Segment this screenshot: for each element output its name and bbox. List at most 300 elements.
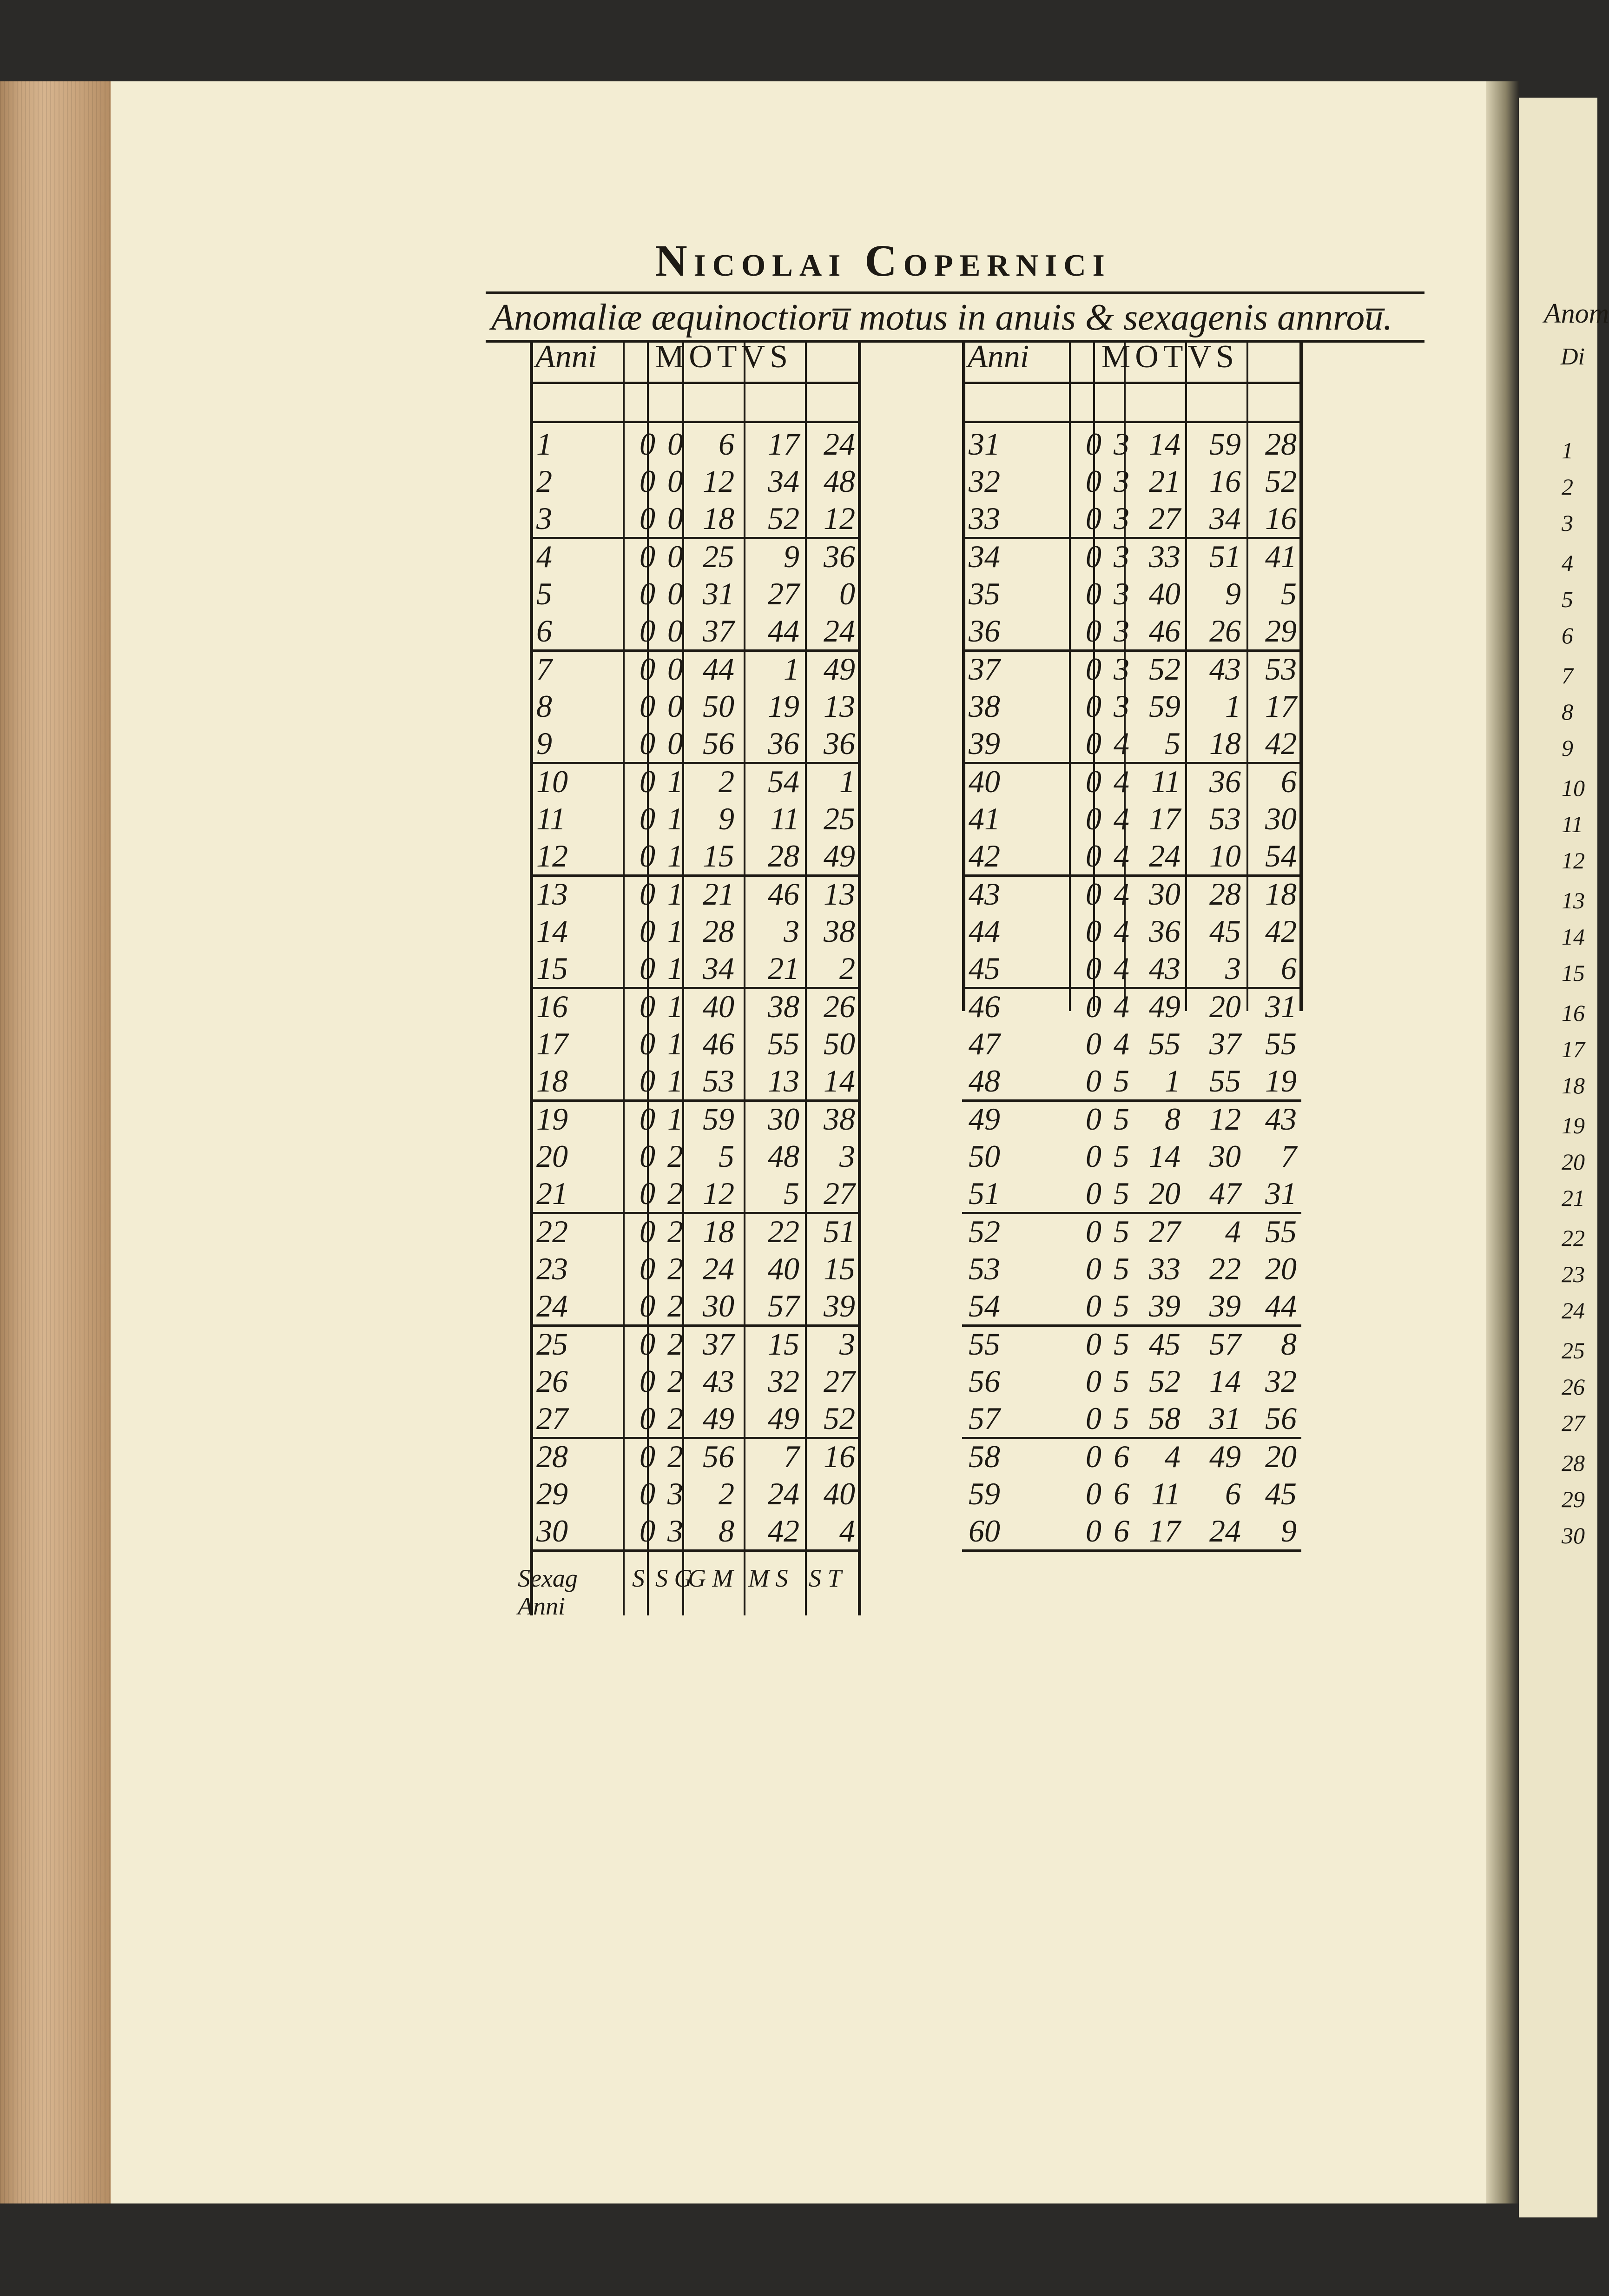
motus-cell: 0 [640, 1176, 655, 1211]
year-cell: 32 [969, 463, 1000, 499]
motus-cell: 2 [719, 764, 734, 799]
handwritten-footer-label: S G [655, 1564, 692, 1592]
facing-page-row-number: 7 [1562, 662, 1573, 688]
year-cell: 6 [536, 613, 552, 648]
motus-cell: 0 [1086, 1214, 1101, 1249]
motus-cell: 55 [768, 1026, 799, 1061]
motus-cell: 21 [768, 951, 799, 986]
motus-cell: 3 [1114, 539, 1129, 574]
motus-cell: 55 [1149, 1026, 1180, 1061]
motus-cell: 30 [703, 1288, 734, 1323]
motus-cell: 3 [839, 1138, 855, 1174]
motus-cell: 3 [1114, 426, 1129, 462]
motus-cell: 0 [640, 951, 655, 986]
motus-cell: 53 [1265, 651, 1297, 687]
motus-cell: 16 [1209, 463, 1241, 499]
motus-cell: 49 [824, 651, 855, 687]
motus-cell: 22 [1209, 1251, 1241, 1286]
motus-cell: 17 [1265, 688, 1297, 724]
year-cell: 39 [969, 726, 1000, 761]
motus-cell: 9 [719, 801, 734, 836]
motus-cell: 41 [1265, 539, 1297, 574]
facing-page-row-number: 5 [1562, 586, 1573, 612]
motus-cell: 54 [1265, 838, 1297, 873]
motus-cell: 13 [824, 688, 855, 724]
column-header-anni: Anni [968, 339, 1029, 375]
motus-cell: 5 [1281, 576, 1297, 611]
year-cell: 38 [969, 688, 1000, 724]
motus-cell: 43 [1149, 951, 1180, 986]
motus-cell: 1 [667, 764, 683, 799]
motus-cell: 0 [1086, 989, 1101, 1024]
year-cell: 4 [536, 539, 552, 574]
motus-cell: 14 [1149, 426, 1180, 462]
motus-cell: 2 [667, 1326, 683, 1362]
motus-cell: 1 [667, 951, 683, 986]
year-cell: 40 [969, 764, 1000, 799]
motus-cell: 59 [703, 1101, 734, 1137]
year-cell: 35 [969, 576, 1000, 611]
facing-page-row-number: 17 [1562, 1036, 1585, 1062]
motus-cell: 43 [1265, 1101, 1297, 1137]
facing-page-row-number: 2 [1562, 474, 1573, 500]
motus-cell: 18 [703, 1214, 734, 1249]
facing-page-row-number: 30 [1562, 1522, 1585, 1548]
motus-cell: 44 [768, 613, 799, 648]
year-cell: 48 [969, 1063, 1000, 1098]
motus-cell: 17 [768, 426, 799, 462]
table-title: Anomaliæ æquinoctioru̅ motus in anuis & sexagenis annrou̅. [486, 291, 1424, 343]
motus-cell: 40 [768, 1251, 799, 1286]
motus-cell: 8 [719, 1513, 734, 1548]
motus-cell: 58 [1149, 1401, 1180, 1436]
facing-page-row-number: 21 [1562, 1185, 1585, 1211]
motus-cell: 0 [640, 764, 655, 799]
motus-cell: 44 [703, 651, 734, 687]
motus-cell: 4 [1114, 764, 1129, 799]
year-cell: 7 [536, 651, 552, 687]
motus-cell: 36 [1209, 764, 1241, 799]
motus-cell: 2 [839, 951, 855, 986]
motus-cell: 40 [824, 1476, 855, 1511]
motus-cell: 19 [768, 688, 799, 724]
motus-cell: 0 [640, 463, 655, 499]
motus-cell: 25 [824, 801, 855, 836]
motus-cell: 22 [768, 1214, 799, 1249]
subheader-rule [530, 421, 860, 423]
motus-cell: 0 [640, 426, 655, 462]
motus-cell: 1 [667, 801, 683, 836]
motus-cell: 44 [1265, 1288, 1297, 1323]
motus-cell: 31 [1209, 1401, 1241, 1436]
year-cell: 29 [536, 1476, 568, 1511]
motus-cell: 0 [839, 576, 855, 611]
motus-cell: 48 [768, 1138, 799, 1174]
year-cell: 11 [536, 801, 566, 836]
motus-cell: 0 [640, 1138, 655, 1174]
motus-cell: 0 [1086, 1063, 1101, 1098]
motus-cell: 31 [1265, 989, 1297, 1024]
motus-cell: 1 [667, 1101, 683, 1137]
motus-cell: 2 [667, 1251, 683, 1286]
motus-cell: 55 [1209, 1063, 1241, 1098]
motus-cell: 2 [667, 1214, 683, 1249]
facing-page-row-number: 6 [1562, 622, 1573, 648]
year-cell: 2 [536, 463, 552, 499]
motus-cell: 21 [1149, 463, 1180, 499]
motus-cell: 0 [1086, 838, 1101, 873]
year-cell: 26 [536, 1363, 568, 1399]
year-cell: 44 [969, 913, 1000, 949]
motus-cell: 0 [640, 1288, 655, 1323]
year-cell: 20 [536, 1138, 568, 1174]
motus-cell: 31 [1265, 1176, 1297, 1211]
motus-cell: 0 [667, 726, 683, 761]
motus-cell: 37 [703, 1326, 734, 1362]
motus-cell: 8 [1281, 1326, 1297, 1362]
motus-cell: 3 [1225, 951, 1241, 986]
motus-cell: 0 [1086, 876, 1101, 912]
year-cell: 23 [536, 1251, 568, 1286]
handwritten-footer-label: M S [748, 1564, 788, 1592]
year-cell: 55 [969, 1326, 1000, 1362]
year-cell: 25 [536, 1326, 568, 1362]
motus-cell: 7 [1281, 1138, 1297, 1174]
motus-cell: 19 [1265, 1063, 1297, 1098]
motus-cell: 0 [640, 1363, 655, 1399]
motus-cell: 38 [824, 913, 855, 949]
motus-cell: 20 [1209, 989, 1241, 1024]
motus-cell: 15 [768, 1326, 799, 1362]
facing-page-row-number: 22 [1562, 1225, 1585, 1251]
motus-cell: 0 [1086, 913, 1101, 949]
motus-cell: 0 [1086, 764, 1101, 799]
motus-cell: 0 [1086, 539, 1101, 574]
left-table [518, 339, 855, 1620]
facing-page-row-number: 19 [1562, 1112, 1585, 1138]
motus-cell: 4 [1114, 913, 1129, 949]
motus-cell: 5 [1114, 1401, 1129, 1436]
facing-page-row-number: 16 [1562, 1000, 1585, 1026]
motus-cell: 2 [667, 1363, 683, 1399]
motus-cell: 9 [1225, 576, 1241, 611]
motus-cell: 1 [667, 876, 683, 912]
motus-cell: 0 [640, 726, 655, 761]
facing-page-row-number: 9 [1562, 735, 1573, 761]
handwritten-footer-label: S [632, 1564, 645, 1592]
motus-cell: 5 [1114, 1251, 1129, 1286]
motus-cell: 14 [824, 1063, 855, 1098]
year-cell: 46 [969, 989, 1000, 1024]
facing-page-row-number: 1 [1562, 437, 1573, 463]
motus-cell: 11 [770, 801, 799, 836]
motus-cell: 52 [768, 501, 799, 536]
motus-cell: 4 [1114, 801, 1129, 836]
motus-cell: 0 [640, 1063, 655, 1098]
motus-cell: 3 [667, 1513, 683, 1548]
year-cell: 53 [969, 1251, 1000, 1286]
motus-cell: 2 [667, 1288, 683, 1323]
book-gutter [1486, 81, 1519, 2203]
year-cell: 1 [536, 426, 552, 462]
motus-cell: 49 [1209, 1439, 1241, 1474]
motus-cell: 36 [824, 539, 855, 574]
column-header-motus: MOTVS [1101, 339, 1239, 375]
motus-cell: 6 [719, 426, 734, 462]
motus-cell: 0 [667, 426, 683, 462]
motus-cell: 1 [667, 1026, 683, 1061]
motus-cell: 56 [703, 1439, 734, 1474]
year-cell: 14 [536, 913, 568, 949]
motus-cell: 16 [824, 1439, 855, 1474]
motus-cell: 12 [703, 463, 734, 499]
motus-cell: 0 [1086, 463, 1101, 499]
year-cell: 45 [969, 951, 1000, 986]
motus-cell: 2 [667, 1401, 683, 1436]
year-cell: 59 [969, 1476, 1000, 1511]
motus-cell: 1 [667, 913, 683, 949]
facing-page-row-number: 23 [1562, 1261, 1585, 1287]
motus-cell: 3 [1114, 463, 1129, 499]
motus-cell: 0 [640, 613, 655, 648]
motus-cell: 0 [1086, 726, 1101, 761]
motus-cell: 0 [640, 1326, 655, 1362]
motus-cell: 0 [1086, 1026, 1101, 1061]
motus-cell: 1 [1225, 688, 1241, 724]
motus-cell: 59 [1209, 426, 1241, 462]
motus-cell: 49 [1149, 989, 1180, 1024]
motus-cell: 46 [1149, 613, 1180, 648]
motus-cell: 0 [640, 913, 655, 949]
year-cell: 18 [536, 1063, 568, 1098]
motus-cell: 11 [1151, 1476, 1180, 1511]
motus-cell: 28 [1209, 876, 1241, 912]
facing-page-row-number: 26 [1562, 1374, 1585, 1400]
year-cell: 37 [969, 651, 1000, 687]
motus-cell: 4 [1114, 1026, 1129, 1061]
motus-cell: 0 [1086, 951, 1101, 986]
motus-cell: 9 [784, 539, 799, 574]
motus-cell: 11 [1151, 764, 1180, 799]
motus-cell: 37 [703, 613, 734, 648]
motus-cell: 0 [1086, 576, 1101, 611]
motus-cell: 0 [1086, 613, 1101, 648]
motus-cell: 52 [824, 1401, 855, 1436]
year-cell: 17 [536, 1026, 568, 1061]
motus-cell: 34 [768, 463, 799, 499]
year-cell: 21 [536, 1176, 568, 1211]
year-cell: 5 [536, 576, 552, 611]
facing-page-title-fragment: Anom [1544, 298, 1609, 329]
motus-cell: 28 [703, 913, 734, 949]
motus-cell: 6 [1114, 1476, 1129, 1511]
motus-cell: 31 [703, 576, 734, 611]
motus-cell: 39 [824, 1288, 855, 1323]
motus-cell: 0 [667, 576, 683, 611]
facing-page-header-fragment: Di [1561, 344, 1585, 370]
motus-cell: 0 [1086, 1363, 1101, 1399]
motus-cell: 34 [1209, 501, 1241, 536]
year-cell: 60 [969, 1513, 1000, 1548]
year-cell: 33 [969, 501, 1000, 536]
motus-cell: 8 [1165, 1101, 1180, 1137]
facing-page-row-number: 18 [1562, 1072, 1585, 1098]
motus-cell: 1 [839, 764, 855, 799]
facing-page-row-number: 3 [1562, 510, 1573, 536]
motus-cell: 0 [640, 1214, 655, 1249]
motus-cell: 15 [824, 1251, 855, 1286]
motus-cell: 2 [667, 1439, 683, 1474]
motus-cell: 30 [1209, 1138, 1241, 1174]
motus-cell: 24 [1209, 1513, 1241, 1548]
motus-cell: 3 [1114, 688, 1129, 724]
motus-cell: 25 [703, 539, 734, 574]
motus-cell: 27 [768, 576, 799, 611]
motus-cell: 24 [703, 1251, 734, 1286]
motus-cell: 18 [1209, 726, 1241, 761]
motus-cell: 47 [1209, 1176, 1241, 1211]
motus-cell: 3 [1114, 613, 1129, 648]
year-cell: 43 [969, 876, 1000, 912]
motus-cell: 4 [1165, 1439, 1180, 1474]
motus-cell: 39 [1209, 1288, 1241, 1323]
motus-cell: 0 [640, 1101, 655, 1137]
running-head: Nicolai Copernici [655, 236, 1111, 285]
motus-cell: 1 [667, 989, 683, 1024]
motus-cell: 53 [1209, 801, 1241, 836]
motus-cell: 2 [667, 1138, 683, 1174]
facing-page-row-number: 25 [1562, 1337, 1585, 1363]
motus-cell: 0 [640, 688, 655, 724]
motus-cell: 0 [1086, 1326, 1101, 1362]
motus-cell: 14 [1209, 1363, 1241, 1399]
motus-cell: 32 [768, 1363, 799, 1399]
motus-cell: 0 [640, 501, 655, 536]
motus-cell: 3 [667, 1476, 683, 1511]
motus-cell: 17 [1149, 1513, 1180, 1548]
motus-cell: 27 [1149, 1214, 1180, 1249]
year-cell: 57 [969, 1401, 1000, 1436]
motus-cell: 0 [640, 989, 655, 1024]
header-rule [530, 382, 860, 384]
column-header-motus: MOTVS [655, 339, 793, 375]
facing-page-row-number: 8 [1562, 699, 1573, 725]
motus-cell: 37 [1209, 1026, 1241, 1061]
year-cell: 31 [969, 426, 1000, 462]
facing-page-row-number: 24 [1562, 1297, 1585, 1323]
motus-cell: 6 [1281, 951, 1297, 986]
facing-page-row-number: 15 [1562, 960, 1585, 986]
motus-cell: 5 [1114, 1063, 1129, 1098]
motus-cell: 46 [768, 876, 799, 912]
motus-cell: 49 [703, 1401, 734, 1436]
motus-cell: 55 [1265, 1214, 1297, 1249]
motus-cell: 16 [1265, 501, 1297, 536]
motus-cell: 0 [1086, 1476, 1101, 1511]
motus-cell: 51 [824, 1214, 855, 1249]
year-cell: 41 [969, 801, 1000, 836]
motus-cell: 4 [1114, 989, 1129, 1024]
motus-cell: 24 [824, 426, 855, 462]
motus-cell: 3 [1114, 651, 1129, 687]
motus-cell: 30 [1149, 876, 1180, 912]
right-table [962, 339, 1297, 1615]
motus-cell: 24 [768, 1476, 799, 1511]
motus-cell: 5 [1114, 1288, 1129, 1323]
motus-cell: 24 [824, 613, 855, 648]
motus-cell: 48 [824, 463, 855, 499]
motus-cell: 4 [1114, 838, 1129, 873]
motus-cell: 27 [824, 1363, 855, 1399]
year-cell: 19 [536, 1101, 568, 1137]
motus-cell: 20 [1265, 1439, 1297, 1474]
motus-cell: 4 [1114, 876, 1129, 912]
motus-cell: 33 [1149, 1251, 1180, 1286]
motus-cell: 42 [768, 1513, 799, 1548]
motus-cell: 38 [768, 989, 799, 1024]
motus-cell: 52 [1149, 651, 1180, 687]
motus-cell: 39 [1149, 1288, 1180, 1323]
motus-cell: 14 [1149, 1138, 1180, 1174]
motus-cell: 9 [1281, 1513, 1297, 1548]
motus-cell: 0 [1086, 651, 1101, 687]
motus-cell: 3 [784, 913, 799, 949]
year-cell: 36 [969, 613, 1000, 648]
year-cell: 12 [536, 838, 568, 873]
year-cell: 34 [969, 539, 1000, 574]
motus-cell: 50 [703, 688, 734, 724]
handwritten-footer-label: Sexag Anni [518, 1564, 578, 1620]
motus-cell: 42 [1265, 913, 1297, 949]
motus-cell: 3 [1114, 576, 1129, 611]
motus-cell: 4 [1114, 951, 1129, 986]
motus-cell: 13 [768, 1063, 799, 1098]
motus-cell: 49 [824, 838, 855, 873]
year-cell: 16 [536, 989, 568, 1024]
motus-cell: 4 [1114, 726, 1129, 761]
motus-cell: 55 [1265, 1026, 1297, 1061]
motus-cell: 0 [1086, 1401, 1101, 1436]
motus-cell: 0 [640, 1476, 655, 1511]
motus-cell: 36 [824, 726, 855, 761]
year-cell: 28 [536, 1439, 568, 1474]
year-cell: 3 [536, 501, 552, 536]
year-cell: 22 [536, 1214, 568, 1249]
motus-cell: 4 [839, 1513, 855, 1548]
motus-cell: 40 [703, 989, 734, 1024]
motus-cell: 53 [703, 1063, 734, 1098]
motus-cell: 24 [1149, 838, 1180, 873]
motus-cell: 0 [640, 651, 655, 687]
motus-cell: 26 [1209, 613, 1241, 648]
motus-cell: 10 [1209, 838, 1241, 873]
motus-cell: 0 [667, 501, 683, 536]
motus-cell: 45 [1265, 1476, 1297, 1511]
motus-cell: 0 [1086, 1138, 1101, 1174]
motus-cell: 33 [1149, 539, 1180, 574]
motus-cell: 34 [703, 951, 734, 986]
motus-cell: 28 [1265, 426, 1297, 462]
subheader-rule [962, 421, 1301, 423]
motus-cell: 43 [1209, 651, 1241, 687]
motus-cell: 5 [1114, 1214, 1129, 1249]
motus-cell: 0 [640, 1513, 655, 1548]
motus-cell: 0 [640, 801, 655, 836]
motus-cell: 2 [719, 1476, 734, 1511]
motus-cell: 1 [784, 651, 799, 687]
motus-cell: 0 [640, 1401, 655, 1436]
motus-cell: 6 [1281, 764, 1297, 799]
